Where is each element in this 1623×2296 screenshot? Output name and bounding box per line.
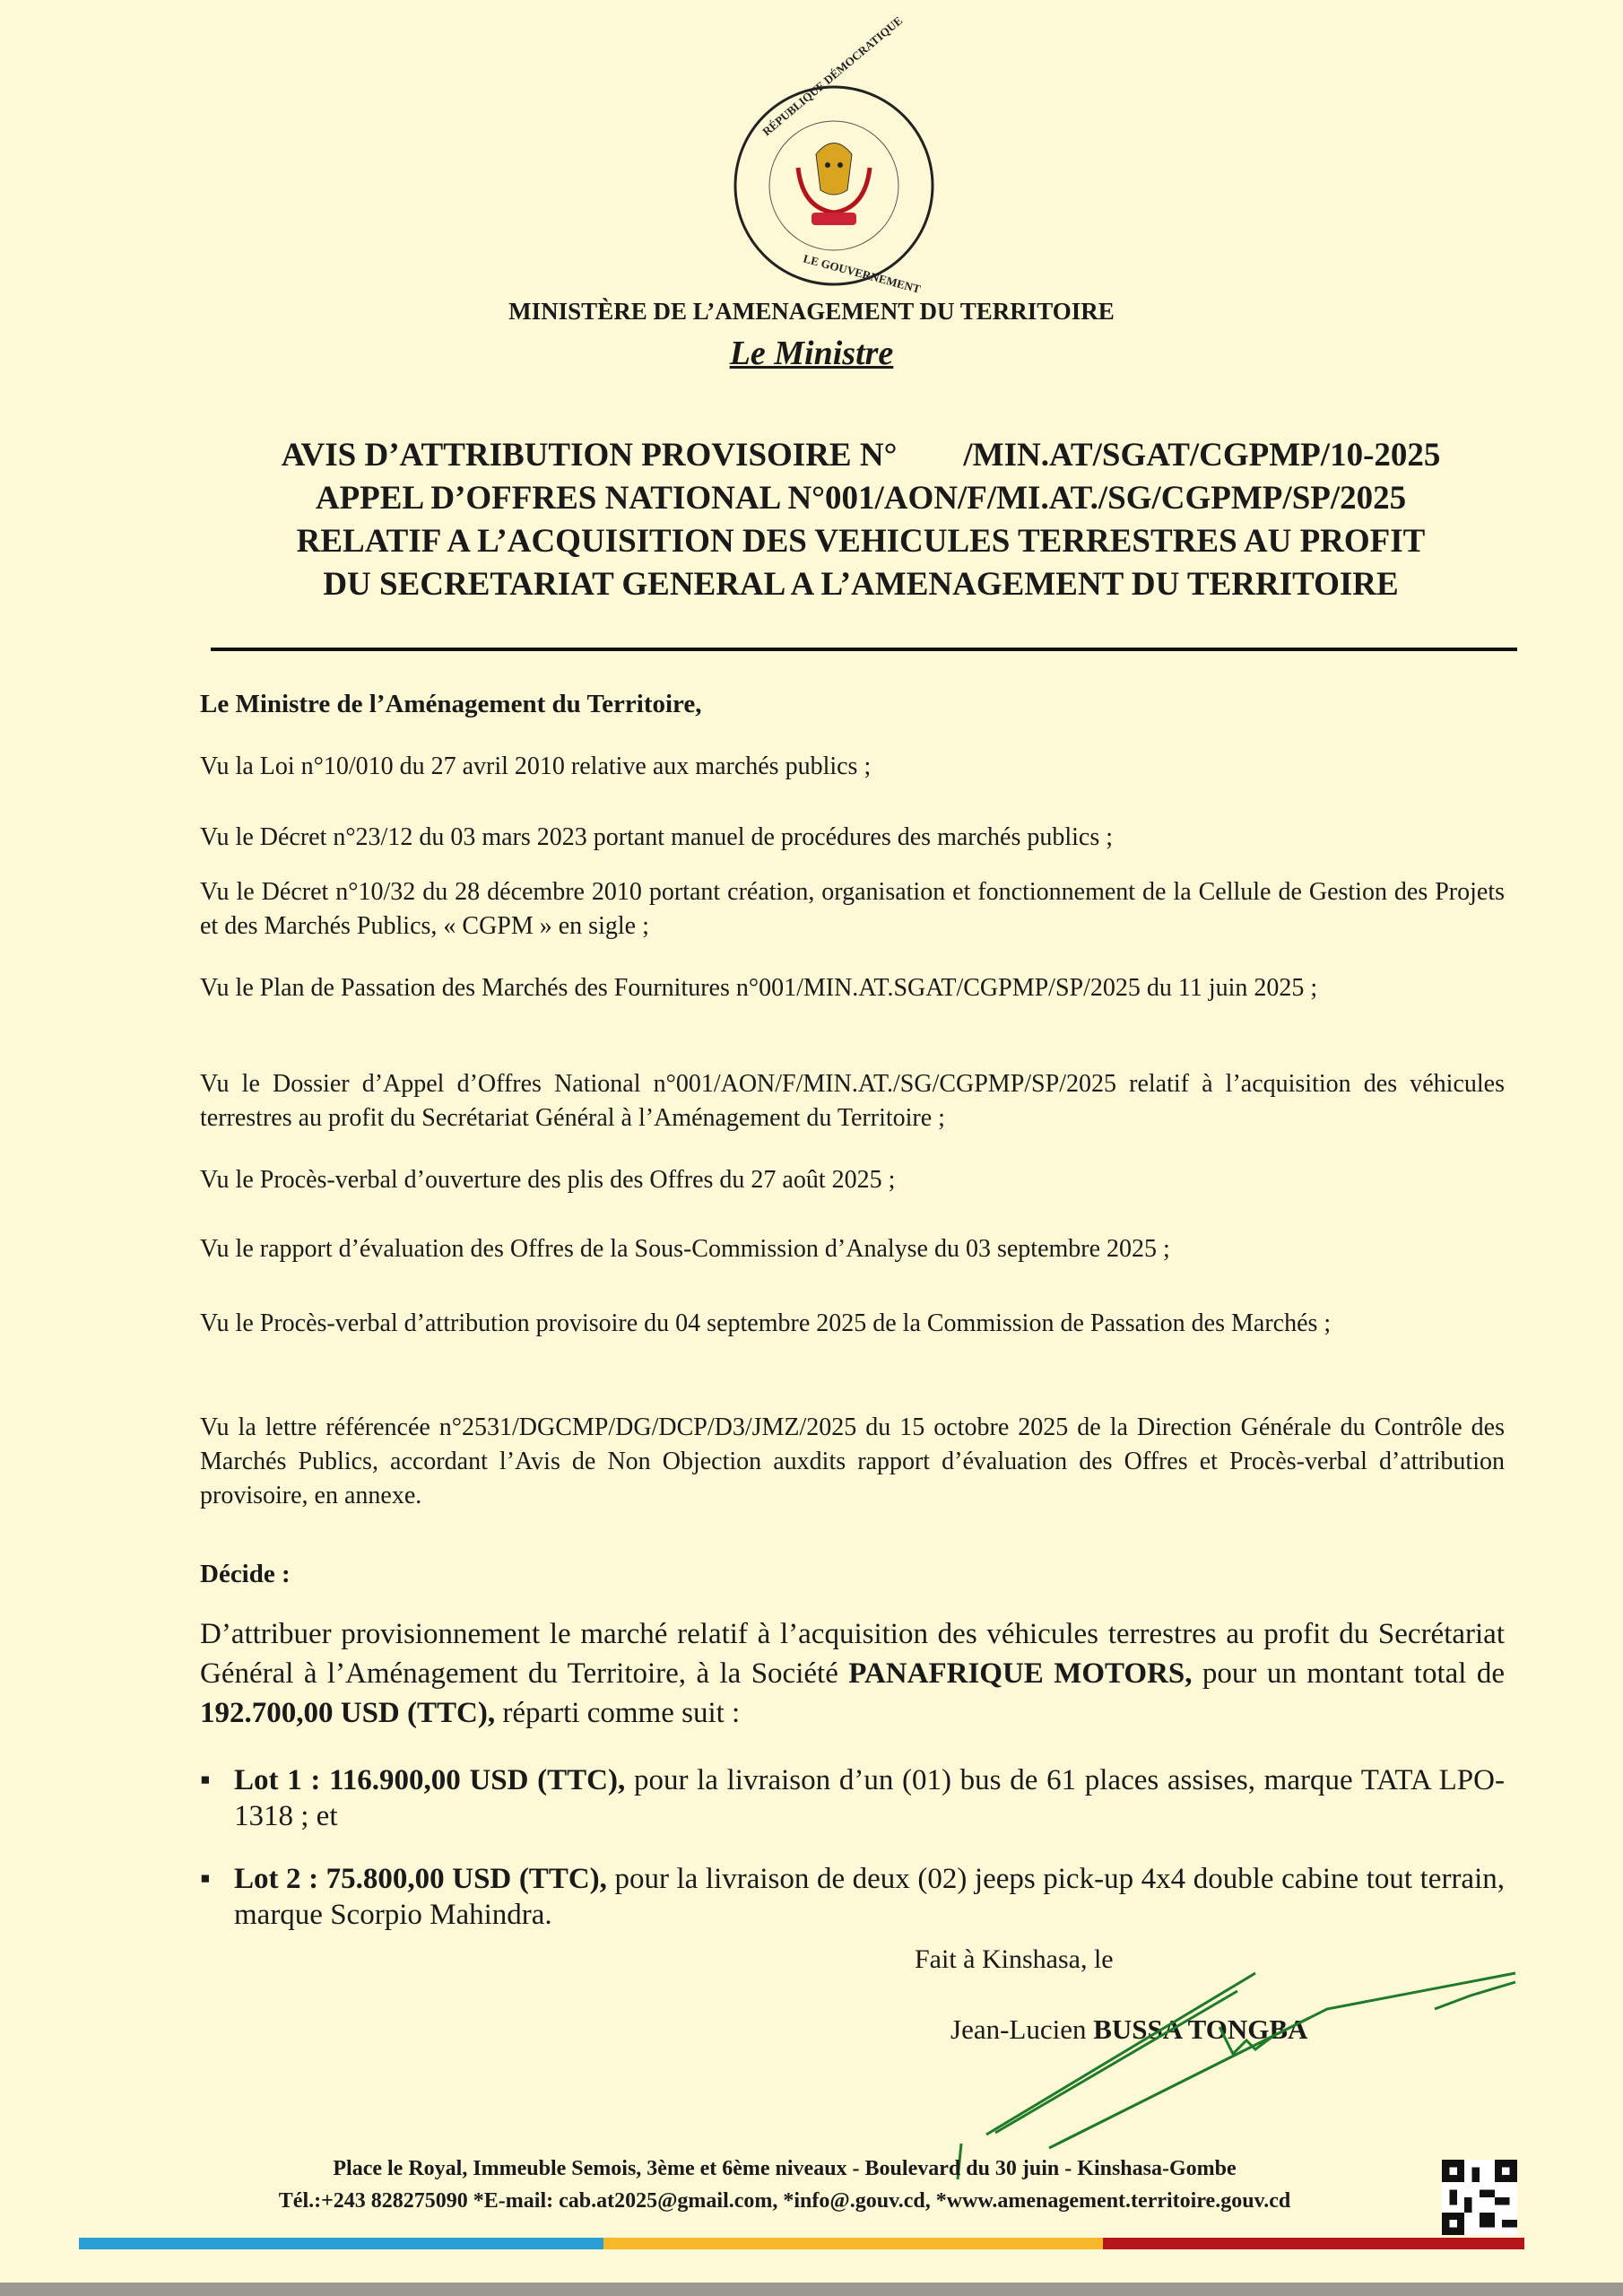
vu-clause: Vu le Procès-verbal d’ouverture des plis des Offres du 27 août 2025 ; bbox=[200, 1166, 896, 1194]
handwritten-signature bbox=[897, 1955, 1542, 2170]
decision-text: pour un montant total de bbox=[1192, 1657, 1505, 1690]
lot-item bbox=[200, 1861, 1505, 1933]
flag-stripe-red bbox=[1103, 2238, 1524, 2249]
opening-line: Le Ministre de l’Aménagement du Territoire, bbox=[200, 690, 702, 718]
decide-heading: Décide : bbox=[200, 1560, 291, 1588]
lot-text: pour la livraison d’un (01) bus de 61 places assises, marque TATA LPO-1318 ; et bbox=[234, 1764, 1505, 1832]
svg-text:LE GOUVERNEMENT: LE GOUVERNEMENT bbox=[802, 251, 923, 296]
company-name: PANAFRIQUE MOTORS, bbox=[848, 1657, 1193, 1690]
vu-clause: Vu le Dossier d’Appel d’Offres National n°001/AON/F/MIN.AT./SG/CGPMP/SP/2025 relatif à l’acquisition des véhicules terrestres au profit du Secrétariat Général à l’Aménagement du Territoire ; bbox=[200, 1070, 1505, 1132]
title-line: AVIS D’ATTRIBUTION PROVISOIRE N° /MIN.AT/SGAT/CGPMP/10-2025 bbox=[281, 437, 1441, 474]
lot-text: pour la livraison de deux (02) jeeps pick-up 4x4 double cabine tout terrain, marque Scorpio Mahindra. bbox=[234, 1863, 1505, 1931]
place-date: Fait à Kinshasa, le bbox=[915, 1944, 1114, 1974]
total-amount: 192.700,00 USD (TTC), bbox=[200, 1697, 496, 1729]
vu-clause: Vu le Plan de Passation des Marchés des Fournitures n°001/MIN.AT.SGAT/CGPMP/SP/2025 du 11 juin 2025 ; bbox=[200, 974, 1318, 1002]
footer-address: Place le Royal, Immeuble Semois, 3ème et 6ème niveaux - Boulevard du 30 juin - Kinshasa-Gombe bbox=[333, 2157, 1237, 2180]
title-line: DU SECRETARIAT GENERAL A L’AMENAGEMENT DU TERRITOIRE bbox=[323, 566, 1399, 603]
page-edge bbox=[0, 2283, 1623, 2296]
signatory-last-name: BUSSA TONGBA bbox=[1093, 2013, 1308, 2045]
vu-clause: Vu le Décret n°10/32 du 28 décembre 2010 portant création, organisation et fonctionnement de la Cellule de Gestion des Projets et des Marchés Publics, « CGPM » en sigle ; bbox=[200, 878, 1505, 940]
vu-clause: Vu le Procès-verbal d’attribution provisoire du 04 septembre 2025 de la Commission de Passation des Marchés ; bbox=[200, 1309, 1332, 1337]
bullet-icon: ▪ bbox=[200, 1764, 211, 1796]
flag-stripe-blue bbox=[79, 2238, 603, 2249]
title-line: APPEL D’OFFRES NATIONAL N°001/AON/F/MI.AT./SG/CGPMP/SP/2025 bbox=[315, 480, 1407, 517]
lot-label: Lot 1 : 116.900,00 USD (TTC), bbox=[234, 1764, 626, 1796]
decision-text: D’attribuer provisionnement le marché relatif à l’acquisition des véhicules terrestres au profit du Secrétariat Général à l’Aménagement du Territoire, à la Société bbox=[200, 1618, 1505, 1690]
lot-label: Lot 2 : 75.800,00 USD (TTC), bbox=[234, 1863, 607, 1895]
decision-paragraph bbox=[200, 1614, 1505, 1733]
vu-clause: Vu la lettre référencée n°2531/DGCMP/DG/DCP/D3/JMZ/2025 du 15 octobre 2025 de la Direction Générale du Contrôle des Marchés Publics, accordant l’Avis de Non Objection auxdits rapport d’évaluation des Offres et Procès-verbal d’attribution provisoire, en annexe. bbox=[200, 1413, 1505, 1509]
ministry-name: MINISTÈRE DE L’AMENAGEMENT DU TERRITOIRE bbox=[508, 298, 1115, 325]
vu-clause: Vu le Décret n°23/12 du 03 mars 2023 portant manuel de procédures des marchés publics ; bbox=[200, 823, 1114, 851]
coat-of-arms-seal bbox=[731, 13, 937, 296]
divider bbox=[211, 648, 1517, 651]
decision-text: réparti comme suit : bbox=[495, 1697, 741, 1729]
le-ministre-heading: Le Ministre bbox=[729, 335, 894, 372]
qr-code bbox=[1442, 2160, 1517, 2235]
lot-item bbox=[200, 1762, 1505, 1834]
bullet-icon: ▪ bbox=[200, 1863, 211, 1895]
document-title bbox=[197, 434, 1524, 606]
title-line: RELATIF A L’ACQUISITION DES VEHICULES TERRESTRES AU PROFIT bbox=[296, 523, 1426, 560]
svg-text:RÉPUBLIQUE DÉMOCRATIQUE: RÉPUBLIQUE DÉMOCRATIQUE bbox=[759, 13, 906, 139]
footer-contact: Tél.:+243 828275090 *E-mail: cab.at2025@gmail.com, *info@.gouv.cd, *www.amenagement.territoire.gouv.cd bbox=[278, 2189, 1291, 2213]
signatory-first-name: Jean-Lucien bbox=[950, 2013, 1094, 2045]
vu-clause: Vu la Loi n°10/010 du 27 avril 2010 relative aux marchés publics ; bbox=[200, 752, 872, 780]
vu-clause: Vu le rapport d’évaluation des Offres de la Sous-Commission d’Analyse du 03 septembre 2025 ; bbox=[200, 1235, 1170, 1263]
flag-stripe-yellow bbox=[603, 2238, 1103, 2249]
